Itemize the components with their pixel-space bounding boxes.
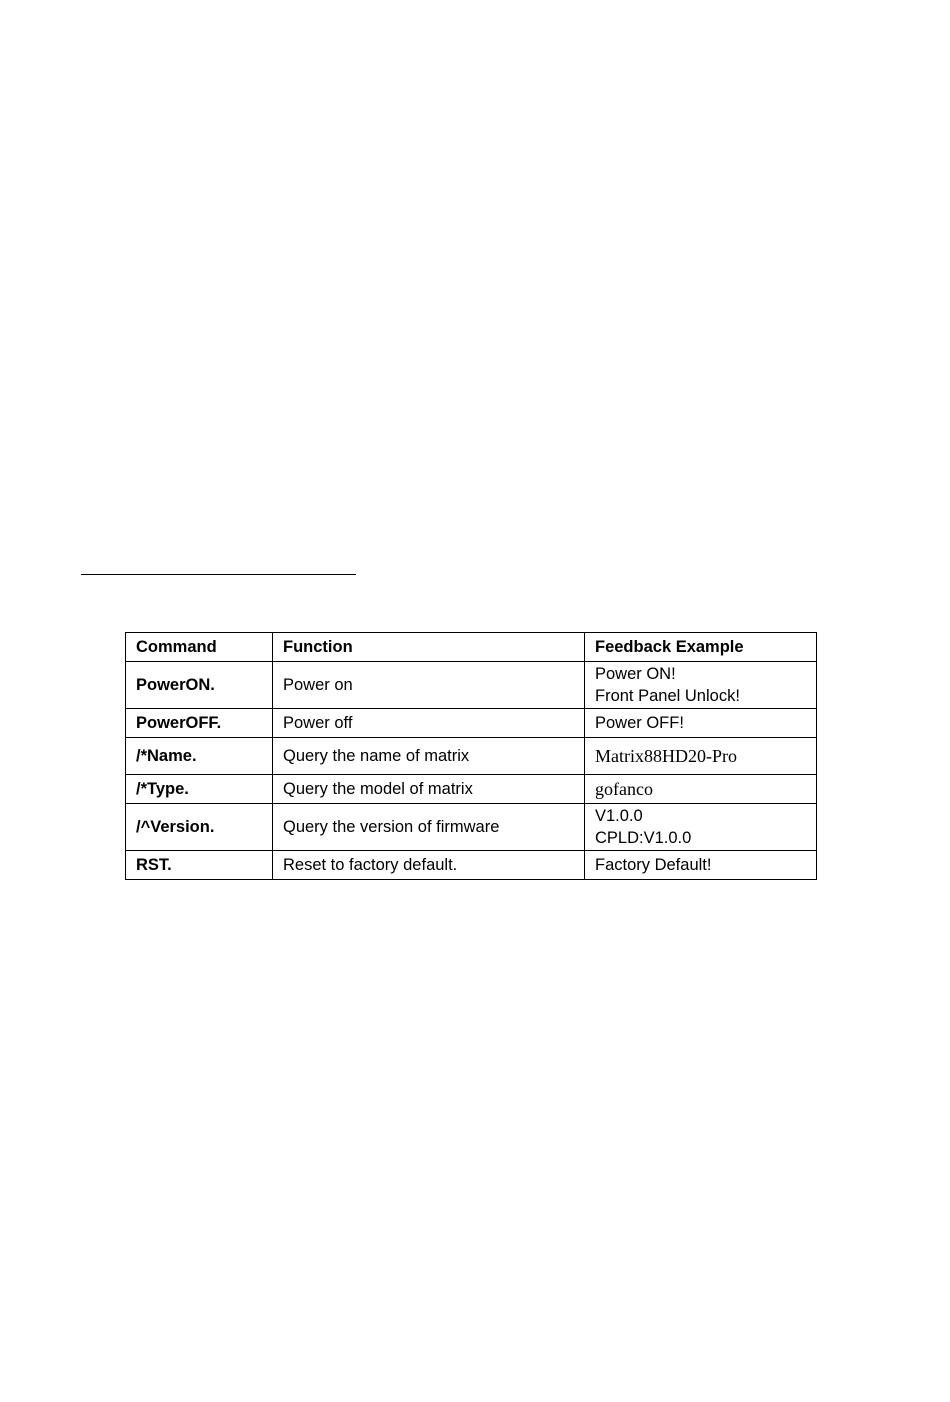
table-row [126,804,817,851]
table-header-row [126,633,817,662]
table-row [126,662,817,709]
function-cell: Query the version of firmware [273,804,585,851]
table-row [126,775,817,804]
feedback-cell [585,662,817,709]
header-command: Command [126,633,273,662]
function-cell: Reset to factory default. [273,851,585,880]
command-cell: /^Version. [126,804,273,851]
feedback-cell [585,738,817,775]
feedback-line: Factory Default! [595,856,712,874]
header-feedback: Feedback Example [585,633,817,662]
feedback-cell [585,709,817,738]
command-cell: /*Type. [126,775,273,804]
feedback-cell [585,851,817,880]
feedback-line: V1.0.0 [595,807,643,825]
function-cell: Query the name of matrix [273,738,585,775]
feedback-line: gofanco [595,779,653,799]
header-function: Function [273,633,585,662]
command-table [125,632,817,880]
feedback-line: Power OFF! [595,714,684,732]
table-row [126,738,817,775]
feedback-line: Matrix88HD20-Pro [595,746,737,766]
function-cell: Power on [273,662,585,709]
function-cell: Query the model of matrix [273,775,585,804]
command-cell: RST. [126,851,273,880]
feedback-cell [585,804,817,851]
function-cell: Power off [273,709,585,738]
feedback-cell [585,775,817,804]
command-cell: /*Name. [126,738,273,775]
section-rule [81,574,356,575]
feedback-line: Power ON! [595,665,676,683]
feedback-line: Front Panel Unlock! [595,687,740,705]
table-row [126,851,817,880]
feedback-line: CPLD:V1.0.0 [595,829,692,847]
command-cell: PowerON. [126,662,273,709]
command-cell: PowerOFF. [126,709,273,738]
table-row [126,709,817,738]
